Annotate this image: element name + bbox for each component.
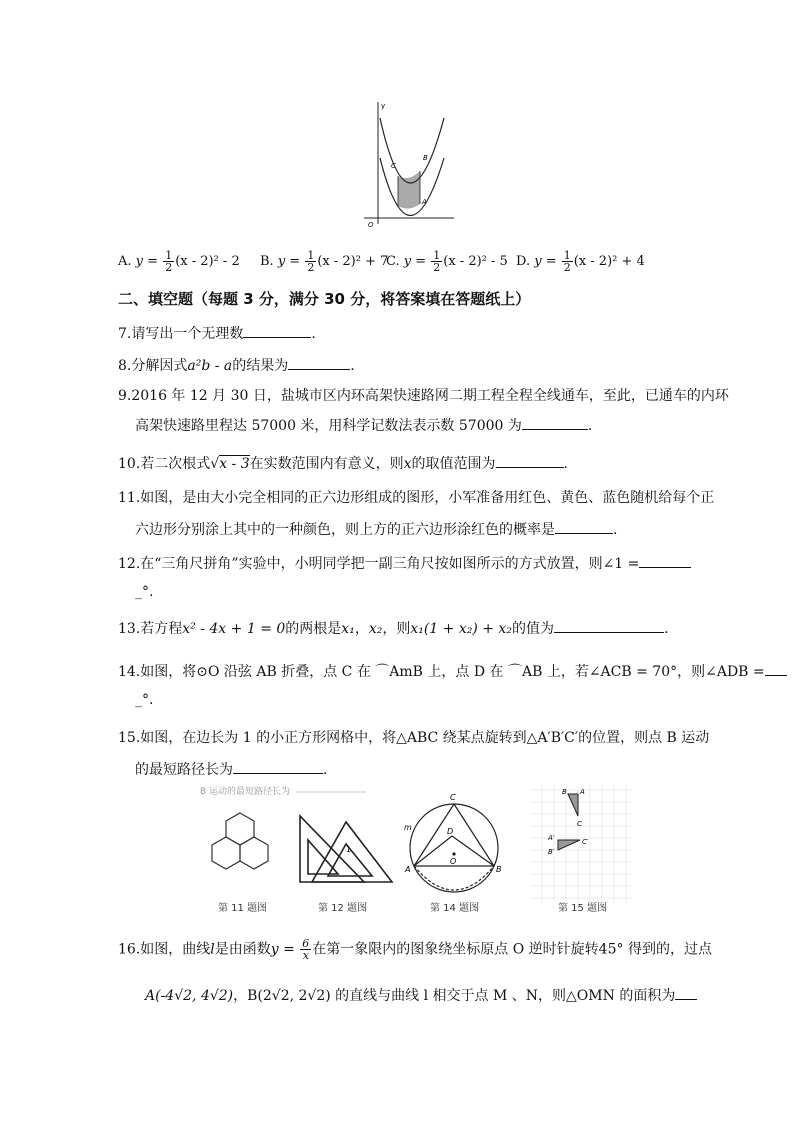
question-9-line2: 高架快速路里程达 57000 米，用科学记数法表示数 57000 为 . (135, 414, 592, 436)
question-15-line2: 的最短路径长为 . (135, 758, 327, 780)
point-label-a: A (422, 198, 427, 206)
caption-12: 第 12 题图 (318, 903, 368, 914)
question-9-line1: 9.2016 年 12 月 30 日，盐城市区内环高架快速路网二期工程全程全线通车，至此，已通车的内环 (118, 388, 729, 404)
axis-label-y: y (381, 102, 386, 110)
sqrt-symbol: √ (210, 456, 220, 472)
question-12-line1: 12.在“三角尺拼角”实验中，小明同学把一副三角尺按如图所示的方式放置，则∠1 = (118, 552, 691, 574)
question-12-line2: _°. (135, 584, 154, 600)
question-11-line1: 11.如图，是由大小完全相同的正六边形组成的图形，小军准备用红色、黄色、蓝色随机给每个正 (118, 490, 715, 506)
caption-14: 第 14 题图 (430, 903, 480, 914)
grid-label-c: C (577, 820, 582, 828)
option-a: A. y = $\frac{1}{2}$ (x - 2)² - 2 (118, 249, 240, 274)
question-14-line2: _°. (135, 692, 154, 708)
grid-label-c-prime: C′ (582, 838, 589, 846)
grid-label-a-prime: A′ (548, 834, 555, 842)
origin-label: O (368, 221, 374, 229)
question-15-line1: 15.如图，在边长为 1 的小正方形网格中，将△ABC 绕某点旋转到△A′B′C′的位置，则点 B 运动 (118, 730, 710, 746)
question-16-line1: 16.如图，曲线l是由函数y = $\frac{6}{x}$ 在第一象限内的图象绕坐标原点 O 逆时针旋转45° 得到的，过点 (118, 937, 712, 962)
caption-11: 第 11 题图 (218, 903, 268, 914)
grid-label-b: B (562, 788, 567, 796)
angle-1-label: 1 (346, 845, 352, 854)
circle-label-d: D (447, 827, 454, 836)
figures-strip (196, 782, 636, 920)
section-heading: 二、填空题（每题 3 分，满分 30 分，将答案填在答题纸上） (118, 290, 531, 308)
point-label-b: B (423, 154, 428, 162)
question-7: 7.请写出一个无理数 . (118, 322, 316, 344)
question-14-line1: 14.如图，将⊙O 沿弦 AB 折叠，点 C 在 ⌒AmB 上，点 D 在 ⌒AB 上，若∠ACB = 70°，则∠ADB = (118, 660, 787, 682)
triangle-abc (568, 794, 578, 816)
circle-label-a: A (405, 865, 411, 874)
question-13: 13.若方程x² - 4x + 1 = 0的两根是x₁，x₂，则x₁(1 + x₂) + x₂的值为 . (118, 617, 668, 639)
question-11-line2: 六边形分别涂上其中的一种颜色，则上方的正六边形涂红色的概率是 . (135, 518, 617, 540)
hexagon-figure (212, 813, 268, 869)
cropped-text-fragment: B 运动的最短路径长为 (200, 787, 291, 797)
option-d: D. y = $\frac{1}{2}$ (x - 2)² + 4 (516, 249, 645, 274)
grid-label-b-prime: B′ (548, 848, 555, 856)
option-c: C. y = $\frac{1}{2}$ (x - 2)² - 5 (386, 249, 508, 274)
caption-15: 第 15 题图 (558, 903, 608, 914)
circle-label-c: C (450, 793, 456, 802)
point-label-c: C (391, 162, 396, 170)
question-10: 10.若二次根式√x - 3在实数范围内有意义，则x的取值范围为 . (118, 452, 568, 474)
triangle-abc-prime (558, 840, 580, 850)
question-8: 8.分解因式a²b - a的结果为 . (118, 354, 355, 376)
grid-label-a: A (580, 788, 585, 796)
parabola-figure (358, 98, 458, 230)
circle-label-b: B (496, 865, 502, 874)
option-b: B. y = $\frac{1}{2}$ (x - 2)² + 7 (260, 249, 389, 274)
circle-label-o: O (450, 857, 457, 866)
circle-fold-figure (410, 804, 498, 892)
question-16-line2: A(-4√2, 4√2)，B(2√2, 2√2) 的直线与曲线 l 相交于点 M 、N，则△OMN 的面积为 (145, 984, 697, 1006)
circle-label-m: m (404, 823, 412, 832)
